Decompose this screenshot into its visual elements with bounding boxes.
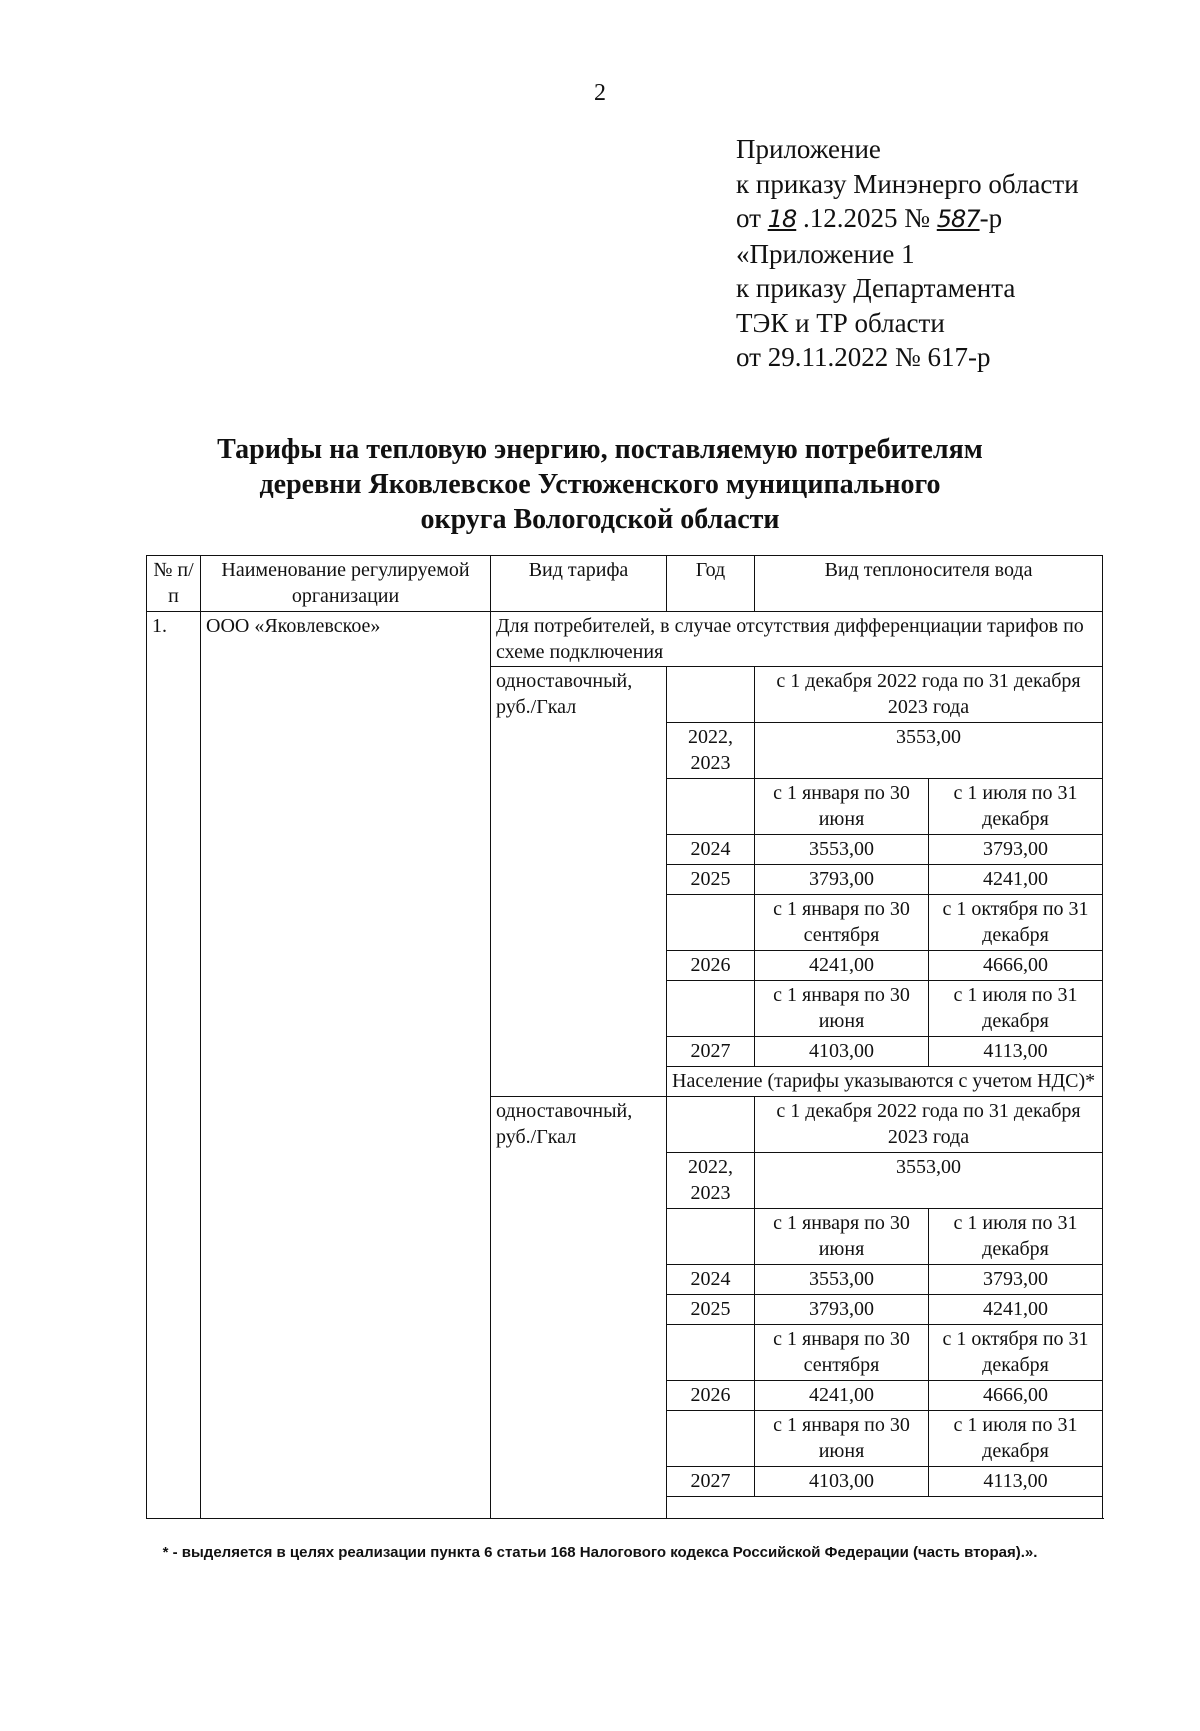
header-line-5: к приказу Департамента — [736, 273, 1016, 303]
value-cell: 3793,00 — [755, 1295, 929, 1325]
value-cell: 3793,00 — [929, 835, 1103, 865]
period-cell: с 1 октября по 31 декабря — [929, 895, 1103, 951]
header-carrier: Вид теплоносителя вода — [755, 556, 1103, 612]
period-cell: с 1 января по 30 сентября — [755, 895, 929, 951]
period-cell: с 1 января по 30 июня — [755, 1209, 929, 1265]
period-cell: с 1 июля по 31 декабря — [929, 1411, 1103, 1467]
year-cell: 2026 — [667, 951, 755, 981]
value-cell: 4666,00 — [929, 1381, 1103, 1411]
appendix-header — [736, 132, 1079, 375]
tariff-type: одноставочный, руб./Гкал — [491, 667, 667, 1097]
table-row — [147, 612, 1103, 667]
header-org: Наименование регулируемой организации — [201, 556, 491, 612]
period-cell: с 1 октября по 31 декабря — [929, 1325, 1103, 1381]
value-cell: 4103,00 — [755, 1037, 929, 1067]
table-header-row — [147, 556, 1103, 612]
year-cell — [667, 895, 755, 951]
header-num: № п/п — [147, 556, 201, 612]
org-name: ООО «Яковлевское» — [201, 612, 491, 1519]
period-cell: с 1 января по 30 июня — [755, 779, 929, 835]
row-number: 1. — [147, 612, 201, 1519]
year-cell: 2022, 2023 — [667, 1153, 755, 1209]
header-year: Год — [667, 556, 755, 612]
header-line-7: от 29.11.2022 № 617-р — [736, 342, 991, 372]
period-cell: с 1 июля по 31 декабря — [929, 981, 1103, 1037]
period-cell: с 1 июля по 31 декабря — [929, 779, 1103, 835]
year-cell — [667, 779, 755, 835]
value-cell: 4241,00 — [929, 865, 1103, 895]
value-cell: 4113,00 — [929, 1037, 1103, 1067]
tariff-table — [146, 555, 1103, 1519]
value-cell: 3553,00 — [755, 1265, 929, 1295]
period-cell: с 1 декабря 2022 года по 31 декабря 2023 года — [755, 1097, 1103, 1153]
period-cell: с 1 декабря 2022 года по 31 декабря 2023 года — [755, 667, 1103, 723]
title-line-1: Тарифы на тепловую энергию, поставляемую потребителям — [217, 434, 983, 465]
year-cell: 2022, 2023 — [667, 723, 755, 779]
header-date-mid: .12.2025 № — [796, 203, 937, 233]
year-cell: 2027 — [667, 1467, 755, 1497]
value-cell: 3553,00 — [755, 723, 1103, 779]
value-cell: 4241,00 — [755, 1381, 929, 1411]
header-date-prefix: от — [736, 203, 768, 233]
value-cell: 4666,00 — [929, 951, 1103, 981]
year-cell: 2027 — [667, 1037, 755, 1067]
title-line-3: округа Вологодской области — [420, 504, 780, 535]
year-cell — [667, 1325, 755, 1381]
handwritten-day: 18 — [767, 205, 797, 233]
year-cell — [667, 1209, 755, 1265]
handwritten-number: 587 — [936, 205, 980, 233]
year-cell: 2024 — [667, 835, 755, 865]
year-cell — [667, 667, 755, 723]
year-cell: 2026 — [667, 1381, 755, 1411]
table-bottom-spacer — [667, 1497, 1103, 1519]
section-caption: Для потребителей, в случае отсутствия дифференциации тарифов по схеме подключения — [491, 612, 1103, 667]
title-line-2: деревни Яковлевское Устюженского муниципального — [259, 469, 941, 500]
period-cell: с 1 января по 30 сентября — [755, 1325, 929, 1381]
page-number: 2 — [594, 80, 606, 106]
period-cell: с 1 января по 30 июня — [755, 1411, 929, 1467]
value-cell: 3553,00 — [755, 1153, 1103, 1209]
year-cell — [667, 981, 755, 1037]
header-line-4: «Приложение 1 — [736, 238, 915, 269]
period-cell: с 1 июля по 31 декабря — [929, 1209, 1103, 1265]
year-cell: 2025 — [667, 1295, 755, 1325]
header-line-1: Приложение — [736, 134, 881, 164]
value-cell: 4241,00 — [755, 951, 929, 981]
header-date-suffix: -р — [979, 203, 1003, 233]
value-cell: 3553,00 — [755, 835, 929, 865]
year-cell: 2025 — [667, 865, 755, 895]
value-cell: 4103,00 — [755, 1467, 929, 1497]
value-cell: 4113,00 — [929, 1467, 1103, 1497]
footnote: * - выделяется в целях реализации пункта 6 статьи 168 Налогового кодекса Российской Федерации (часть вторая).». — [162, 1544, 1038, 1561]
year-cell: 2024 — [667, 1265, 755, 1295]
value-cell: 3793,00 — [929, 1265, 1103, 1295]
year-cell — [667, 1097, 755, 1153]
section-caption: Население (тарифы указываются с учетом НДС)* — [667, 1067, 1103, 1097]
year-cell — [667, 1411, 755, 1467]
tariff-type: одноставочный, руб./Гкал — [491, 1097, 667, 1519]
header-line-2: к приказу Минэнерго области — [736, 168, 1079, 199]
header-line-6: ТЭК и ТР области — [736, 307, 945, 338]
value-cell: 3793,00 — [755, 865, 929, 895]
value-cell: 4241,00 — [929, 1295, 1103, 1325]
header-line-3 — [736, 201, 1079, 237]
header-tariff-type: Вид тарифа — [491, 556, 667, 612]
document-title — [0, 432, 1200, 537]
period-cell: с 1 января по 30 июня — [755, 981, 929, 1037]
